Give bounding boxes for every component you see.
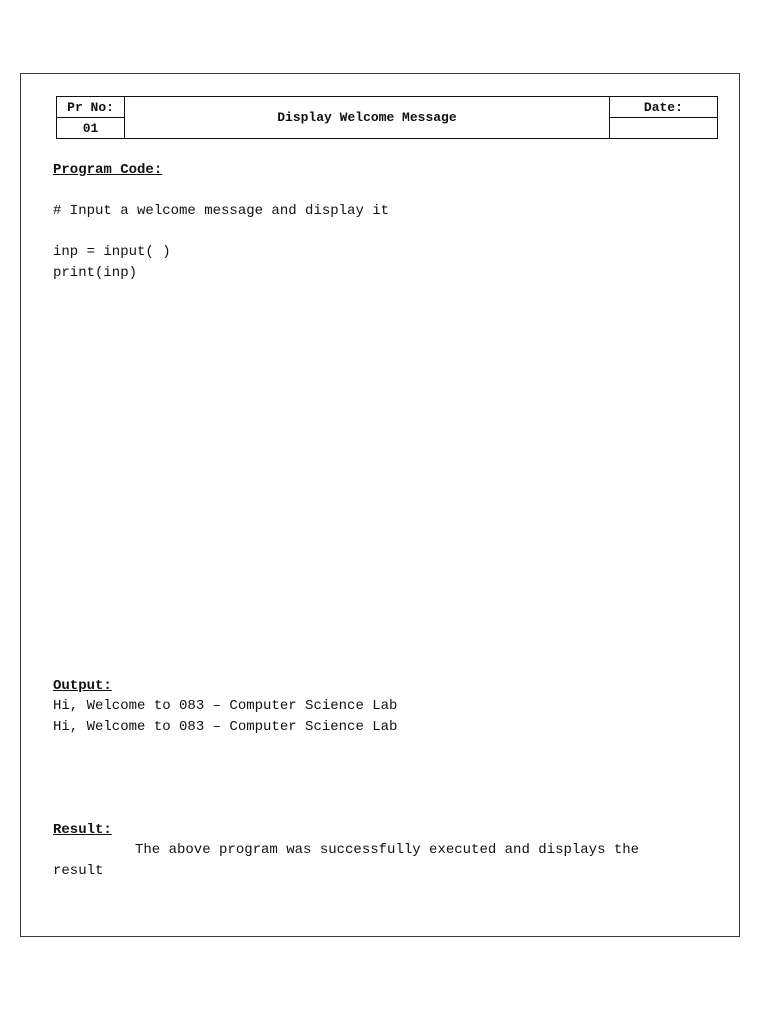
pr-no-label: Pr No: (57, 97, 125, 118)
code-input-line: inp = input( ) (53, 244, 171, 260)
date-label: Date: (609, 97, 717, 118)
output-heading: Output: (53, 678, 112, 694)
result-heading: Result: (53, 822, 112, 838)
code-print-line: print(inp) (53, 265, 138, 281)
output-line: Hi, Welcome to 083 – Computer Science Lab (53, 719, 398, 735)
date-value (609, 118, 717, 139)
pr-no-value: 01 (57, 118, 125, 139)
result-text: The above program was successfully executed and displays the result (53, 842, 640, 879)
program-title: Display Welcome Message (125, 97, 610, 139)
program-code-heading: Program Code: (53, 162, 163, 178)
code-comment-line: # Input a welcome message and display it (53, 203, 390, 219)
output-line: Hi, Welcome to 083 – Computer Science Lab (53, 698, 398, 714)
header-table (56, 96, 718, 139)
